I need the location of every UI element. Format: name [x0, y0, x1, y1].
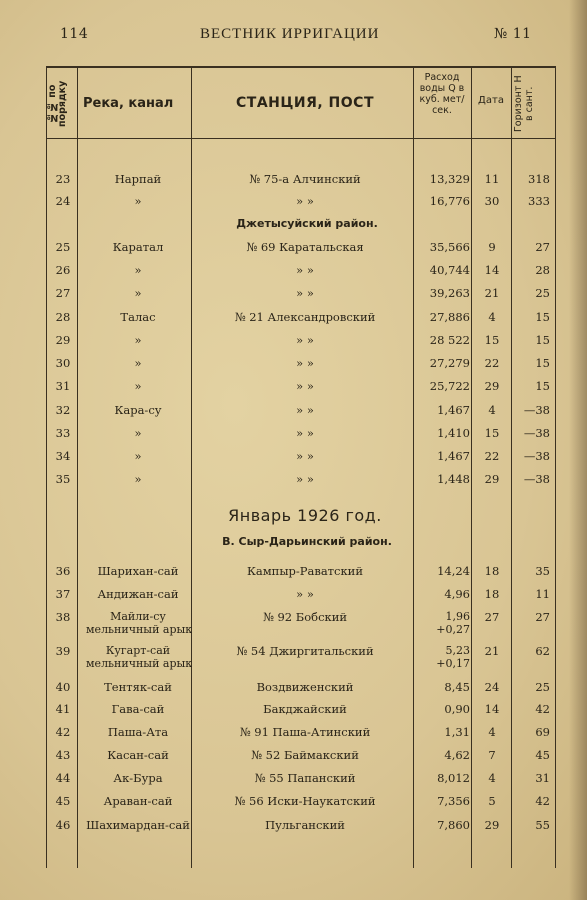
date-value: 29: [484, 472, 500, 486]
level-value: 35: [535, 564, 550, 578]
date-value: 14: [484, 702, 500, 716]
river-name: »: [134, 194, 142, 208]
river-name: Каратал: [112, 240, 164, 254]
date-value: 4: [488, 403, 496, 417]
header-num: №№ по порядку: [47, 80, 68, 128]
station-name: Воздвиженский: [256, 680, 354, 694]
table-row: [46, 356, 554, 376]
date-value: 27: [484, 610, 500, 624]
level-value: 11: [535, 587, 550, 601]
date-value: 14: [484, 263, 500, 277]
river-name: Гава-сай: [111, 702, 165, 716]
flow-value: 7,356: [437, 794, 470, 808]
river-name: »: [134, 449, 142, 463]
river-name: Андижан-сай: [97, 587, 179, 601]
table-row: [46, 564, 554, 584]
date-value: 30: [484, 194, 500, 208]
row-number: 40: [55, 680, 71, 694]
row-number: 39: [55, 644, 71, 658]
row-number: 35: [55, 472, 71, 486]
flow-value: 4,96: [444, 587, 470, 601]
level-value: —38: [523, 403, 550, 417]
date-value: 11: [484, 172, 500, 186]
row-number: 29: [55, 333, 71, 347]
row-number: 45: [55, 794, 71, 808]
station-name: » »: [296, 286, 314, 300]
river-name: Шарихан-сай: [97, 564, 179, 578]
row-number: 33: [55, 426, 71, 440]
section-heading: В. Сыр-Дарьинский район.: [222, 535, 392, 548]
level-value: 55: [535, 818, 550, 832]
station-name: № 75-а Алчинский: [249, 172, 361, 186]
level-value: 25: [535, 286, 550, 300]
flow-value: [418, 610, 470, 636]
table-row: [46, 472, 554, 492]
flow-value: 1,448: [437, 472, 470, 486]
table-row: [46, 771, 554, 791]
station-name: Кампыр-Раватский: [246, 564, 363, 578]
table-row: [46, 644, 554, 670]
flow-value: 27,886: [429, 310, 470, 324]
date-value: 22: [484, 449, 500, 463]
river-name-line: Майли-су: [110, 610, 166, 623]
row-number: 37: [55, 587, 71, 601]
station-name: » »: [296, 472, 314, 486]
table-row: [46, 379, 554, 399]
river-name: Ак-Бура: [113, 771, 163, 785]
station-name: » »: [296, 587, 314, 601]
level-value: 27: [535, 240, 550, 254]
river-name: »: [134, 356, 142, 370]
table-row: [46, 587, 554, 607]
river-name: »: [134, 472, 142, 486]
flow-value: 40,744: [429, 263, 470, 277]
row-number: 31: [55, 379, 71, 393]
header-station: СТАНЦИЯ, ПОСТ: [236, 95, 374, 111]
table-row: [46, 240, 554, 260]
level-value: 333: [528, 194, 550, 208]
station-name: Бакджайский: [263, 702, 347, 716]
station-name: » »: [296, 379, 314, 393]
table-row: [46, 263, 554, 283]
flow-value: 28 522: [429, 333, 470, 347]
level-value: 15: [535, 379, 550, 393]
date-value: 9: [488, 240, 496, 254]
row-number: 23: [55, 172, 71, 186]
river-name: [86, 610, 193, 636]
level-value: 28: [535, 263, 550, 277]
row-number: 27: [55, 286, 71, 300]
month-heading: Январь 1926 год.: [228, 506, 382, 525]
date-value: 21: [484, 644, 500, 658]
flow-value: 16,776: [429, 194, 470, 208]
table-header: [47, 68, 555, 139]
flow-line: +0,27: [436, 623, 470, 636]
river-name: »: [134, 426, 142, 440]
level-value: 42: [535, 794, 550, 808]
river-name: »: [134, 286, 142, 300]
row-number: 28: [55, 310, 71, 324]
row-number: 24: [55, 194, 71, 208]
station-name: » »: [296, 194, 314, 208]
table-row: [46, 702, 554, 722]
station-name: № 54 Джиргитальский: [236, 644, 374, 658]
river-name: Араван-сай: [103, 794, 173, 808]
station-name: » »: [296, 333, 314, 347]
date-value: 15: [484, 333, 500, 347]
date-value: 4: [488, 725, 496, 739]
river-name: Кара-су: [114, 403, 162, 417]
table-row: [46, 449, 554, 469]
flow-value: 1,467: [437, 449, 470, 463]
flow-value: 27,279: [429, 356, 470, 370]
level-value: —38: [523, 449, 550, 463]
table-row: [46, 403, 554, 423]
level-value: 15: [535, 333, 550, 347]
flow-value: 7,860: [437, 818, 470, 832]
row-number: 30: [55, 356, 71, 370]
station-name: № 21 Александровский: [234, 310, 376, 324]
date-value: 7: [488, 748, 496, 762]
page-number: 114: [60, 26, 89, 42]
river-name: [86, 644, 193, 670]
date-value: 5: [488, 794, 496, 808]
level-value: 31: [535, 771, 550, 785]
flow-line: 1,96: [445, 610, 470, 623]
level-value: 15: [535, 356, 550, 370]
river-name: Касан-сай: [107, 748, 169, 762]
row-number: 42: [55, 725, 71, 739]
table-row: [46, 680, 554, 700]
row-number: 36: [55, 564, 71, 578]
station-name: » »: [296, 403, 314, 417]
flow-value: [418, 644, 470, 670]
flow-value: 25,722: [429, 379, 470, 393]
table-row: [46, 748, 554, 768]
station-name: № 92 Бобский: [262, 610, 348, 624]
level-value: 25: [535, 680, 550, 694]
river-name: »: [134, 379, 142, 393]
station-name: № 56 Иски-Наукатский: [234, 794, 376, 808]
flow-line: 5,23: [445, 644, 470, 657]
flow-value: 1,31: [444, 725, 470, 739]
river-name-line: мельничный арык: [86, 623, 193, 636]
river-name: Тентяк-сай: [104, 680, 172, 694]
river-name: Паша-Ата: [107, 725, 169, 739]
date-value: 18: [484, 587, 500, 601]
flow-value: 13,329: [429, 172, 470, 186]
level-value: —38: [523, 472, 550, 486]
row-number: 25: [55, 240, 71, 254]
flow-value: 1,410: [437, 426, 470, 440]
station-name: » »: [296, 263, 314, 277]
river-name: Талас: [120, 310, 156, 324]
level-value: 318: [528, 172, 550, 186]
level-value: 45: [535, 748, 550, 762]
date-value: 18: [484, 564, 500, 578]
level-value: 42: [535, 702, 550, 716]
date-value: 22: [484, 356, 500, 370]
flow-value: 0,90: [444, 702, 470, 716]
river-name-line: мельничный арык: [86, 657, 193, 670]
date-value: 24: [484, 680, 500, 694]
level-value: 15: [535, 310, 550, 324]
station-name: » »: [296, 449, 314, 463]
station-name: Пульганский: [265, 818, 345, 832]
flow-value: 1,467: [437, 403, 470, 417]
station-name: » »: [296, 426, 314, 440]
journal-title: ВЕСТНИК ИРРИГАЦИИ: [200, 26, 380, 42]
station-name: № 69 Каратальская: [246, 240, 364, 254]
date-value: 15: [484, 426, 500, 440]
river-name: Нарпай: [114, 172, 162, 186]
book-spine-shadow: [569, 0, 587, 900]
row-number: 46: [55, 818, 71, 832]
level-value: 27: [535, 610, 550, 624]
row-number: 38: [55, 610, 71, 624]
station-name: № 55 Папанский: [254, 771, 356, 785]
date-value: 4: [488, 771, 496, 785]
flow-value: 4,62: [444, 748, 470, 762]
date-value: 29: [484, 379, 500, 393]
level-value: —38: [523, 426, 550, 440]
flow-value: 14,24: [437, 564, 470, 578]
row-number: 32: [55, 403, 71, 417]
flow-value: 8,012: [437, 771, 470, 785]
river-name: Шахимардан-сай: [86, 818, 190, 832]
level-value: 62: [535, 644, 550, 658]
table-row: [46, 610, 554, 636]
level-value: 69: [535, 725, 550, 739]
flow-value: 39,263: [429, 286, 470, 300]
flow-value: 35,566: [429, 240, 470, 254]
row-number: 26: [55, 263, 71, 277]
station-name: № 91 Паша-Атинский: [239, 725, 371, 739]
table-row: [46, 818, 554, 838]
date-value: 21: [484, 286, 500, 300]
table-row: [46, 333, 554, 353]
flow-line: +0,17: [436, 657, 470, 670]
river-name: »: [134, 333, 142, 347]
station-name: № 52 Баймакский: [251, 748, 359, 762]
river-name-line: Кугарт-сай: [105, 644, 171, 657]
header-date: Дата: [478, 95, 504, 106]
table-row: [46, 194, 554, 214]
table-row: [46, 426, 554, 446]
row-number: 41: [55, 702, 71, 716]
table-row: [46, 172, 554, 192]
station-name: » »: [296, 356, 314, 370]
header-river: Река, канал: [83, 96, 174, 111]
row-number: 34: [55, 449, 71, 463]
row-number: 44: [55, 771, 71, 785]
table-row: [46, 794, 554, 814]
table-row: [46, 310, 554, 330]
section-heading: Джетысуйский район.: [236, 217, 378, 230]
header-level: Горизонт H в сант.: [513, 75, 535, 133]
date-value: 29: [484, 818, 500, 832]
flow-value: 8,45: [444, 680, 470, 694]
table-row: [46, 725, 554, 745]
row-number: 43: [55, 748, 71, 762]
date-value: 4: [488, 310, 496, 324]
river-name: »: [134, 263, 142, 277]
table-row: [46, 286, 554, 306]
header-flow: Расход воды Q в куб. мет/сек.: [419, 72, 465, 116]
issue-number: № 11: [494, 26, 532, 42]
